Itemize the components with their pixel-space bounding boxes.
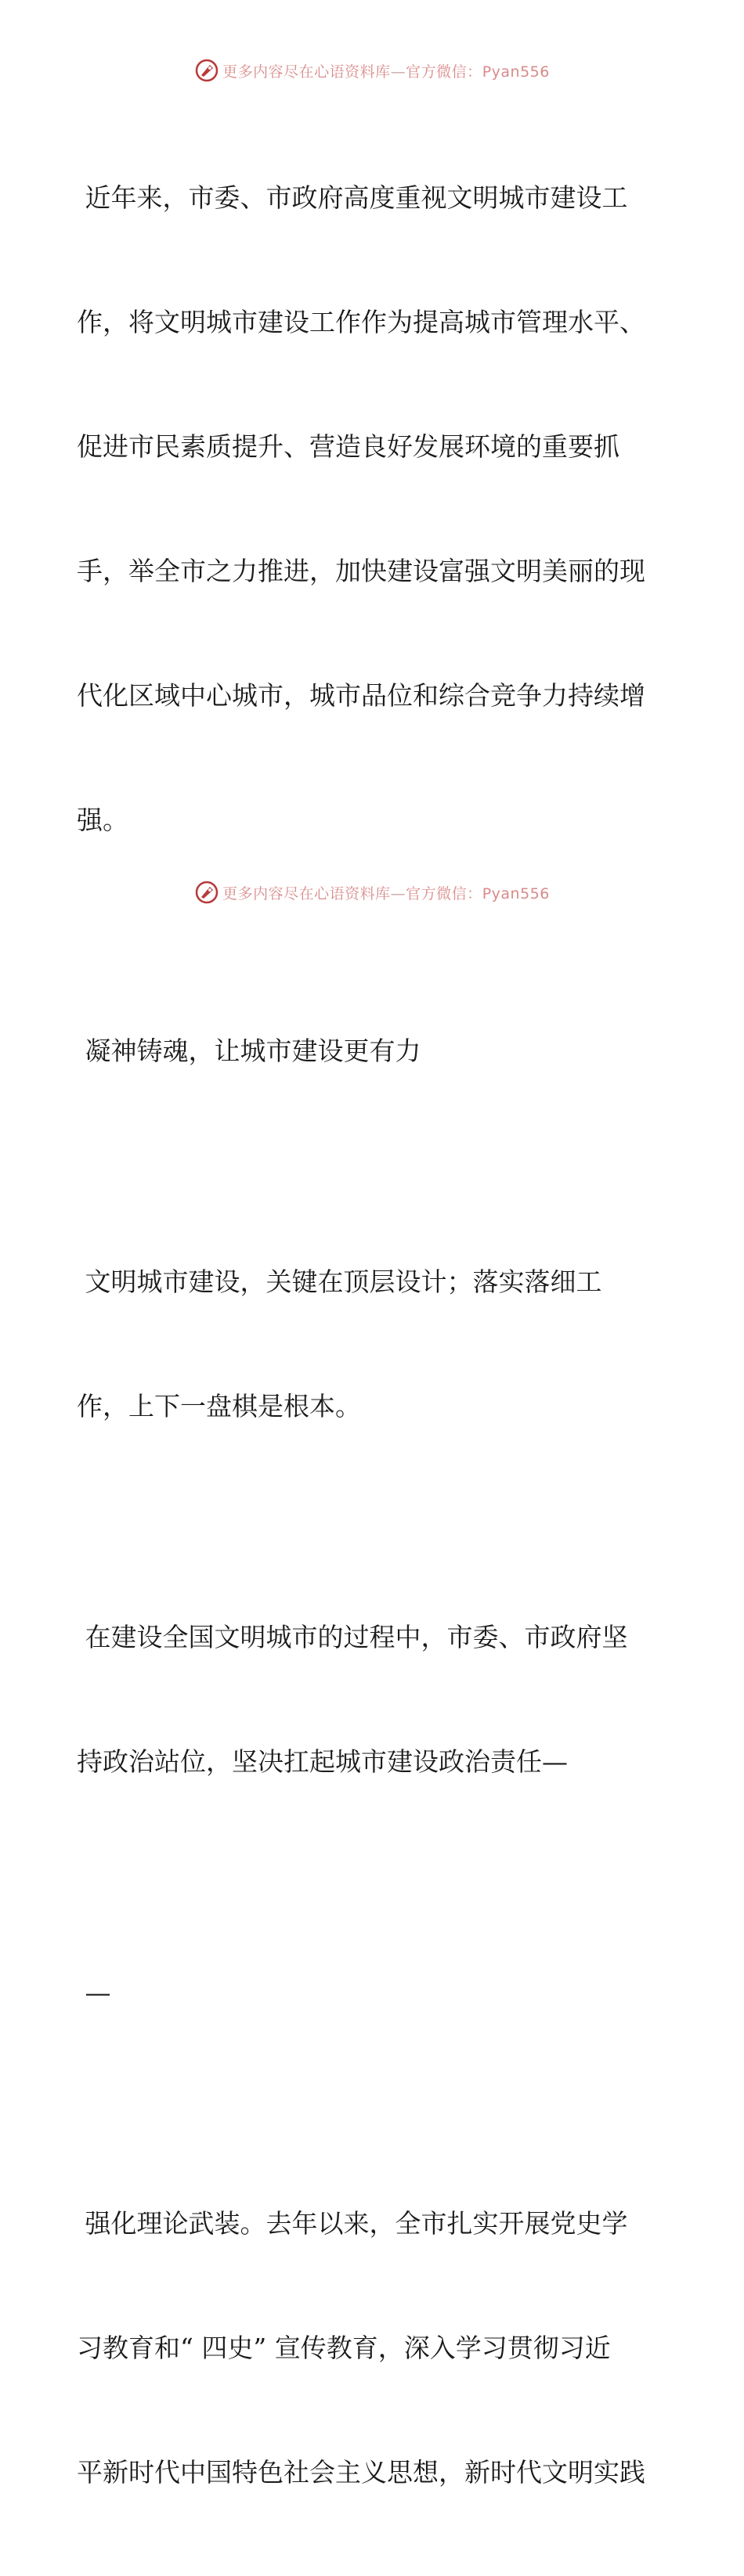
watermark-brand: 更多内容尽在心语资料库: [222, 884, 391, 903]
watermark-text: [222, 882, 550, 903]
document-body: [77, 94, 672, 2576]
text-line: 作，将文明城市建设工作作为提高城市管理水平、: [77, 307, 645, 337]
text-line: 近年来，市委、市政府高度重视文明城市建设工: [77, 182, 628, 213]
watermark-separator: —: [390, 63, 406, 81]
heading-text: 凝神铸魂，让城市建设更有力: [77, 1036, 421, 1066]
watermark-official: 官方微信：: [406, 63, 482, 81]
text-line: 代化区域中心城市，城市品位和综合竞争力持续增: [77, 680, 645, 711]
text-line: 强。: [77, 805, 128, 835]
paragraph-2: [77, 1178, 672, 1510]
text-line: 持政治站位，坚决扛起城市建设政治责任—: [77, 1746, 568, 1777]
paragraph-dash: [77, 1889, 672, 2096]
text-line: 作，上下一盘棋是根本。: [77, 1391, 361, 1421]
paragraph-3: [77, 1533, 672, 1865]
text-line: 促进市民素质提升、营造良好发展环境的重要抓: [77, 431, 619, 462]
header-watermark: [0, 55, 744, 86]
text-line: 文明城市建设，关键在顶层设计；落实落细工: [77, 1266, 602, 1297]
text-line: 在建设全国文明城市的过程中，市委、市政府坚: [77, 1622, 628, 1652]
text-line: 强化理论武装。去年以来，全市扎实开展党史学: [77, 2208, 628, 2239]
pen-nib-logo-icon: [194, 58, 219, 83]
watermark-wechat-id: Pyan556: [482, 63, 550, 81]
text-line: 习教育和“ 四史” 宣传教育，深入学习贯彻习近: [77, 2333, 611, 2363]
text-line: 平新时代中国特色社会主义思想，新时代文明实践: [77, 2457, 645, 2488]
watermark-separator: —: [390, 884, 406, 903]
watermark-brand: 更多内容尽在心语资料库: [222, 63, 391, 81]
text-line: 手，举全市之力推进，加快建设富强文明美丽的现: [77, 556, 645, 586]
watermark-wechat-id: Pyan556: [482, 884, 550, 903]
paragraph-4: [77, 2120, 672, 2576]
watermark-text: [222, 60, 550, 81]
text-line: —: [77, 1977, 111, 2008]
watermark-official: 官方微信：: [406, 884, 482, 903]
footer-watermark: [0, 877, 744, 908]
paragraph-1: [77, 94, 672, 924]
pen-nib-logo-icon: [194, 880, 219, 905]
section-heading: [77, 947, 672, 1155]
